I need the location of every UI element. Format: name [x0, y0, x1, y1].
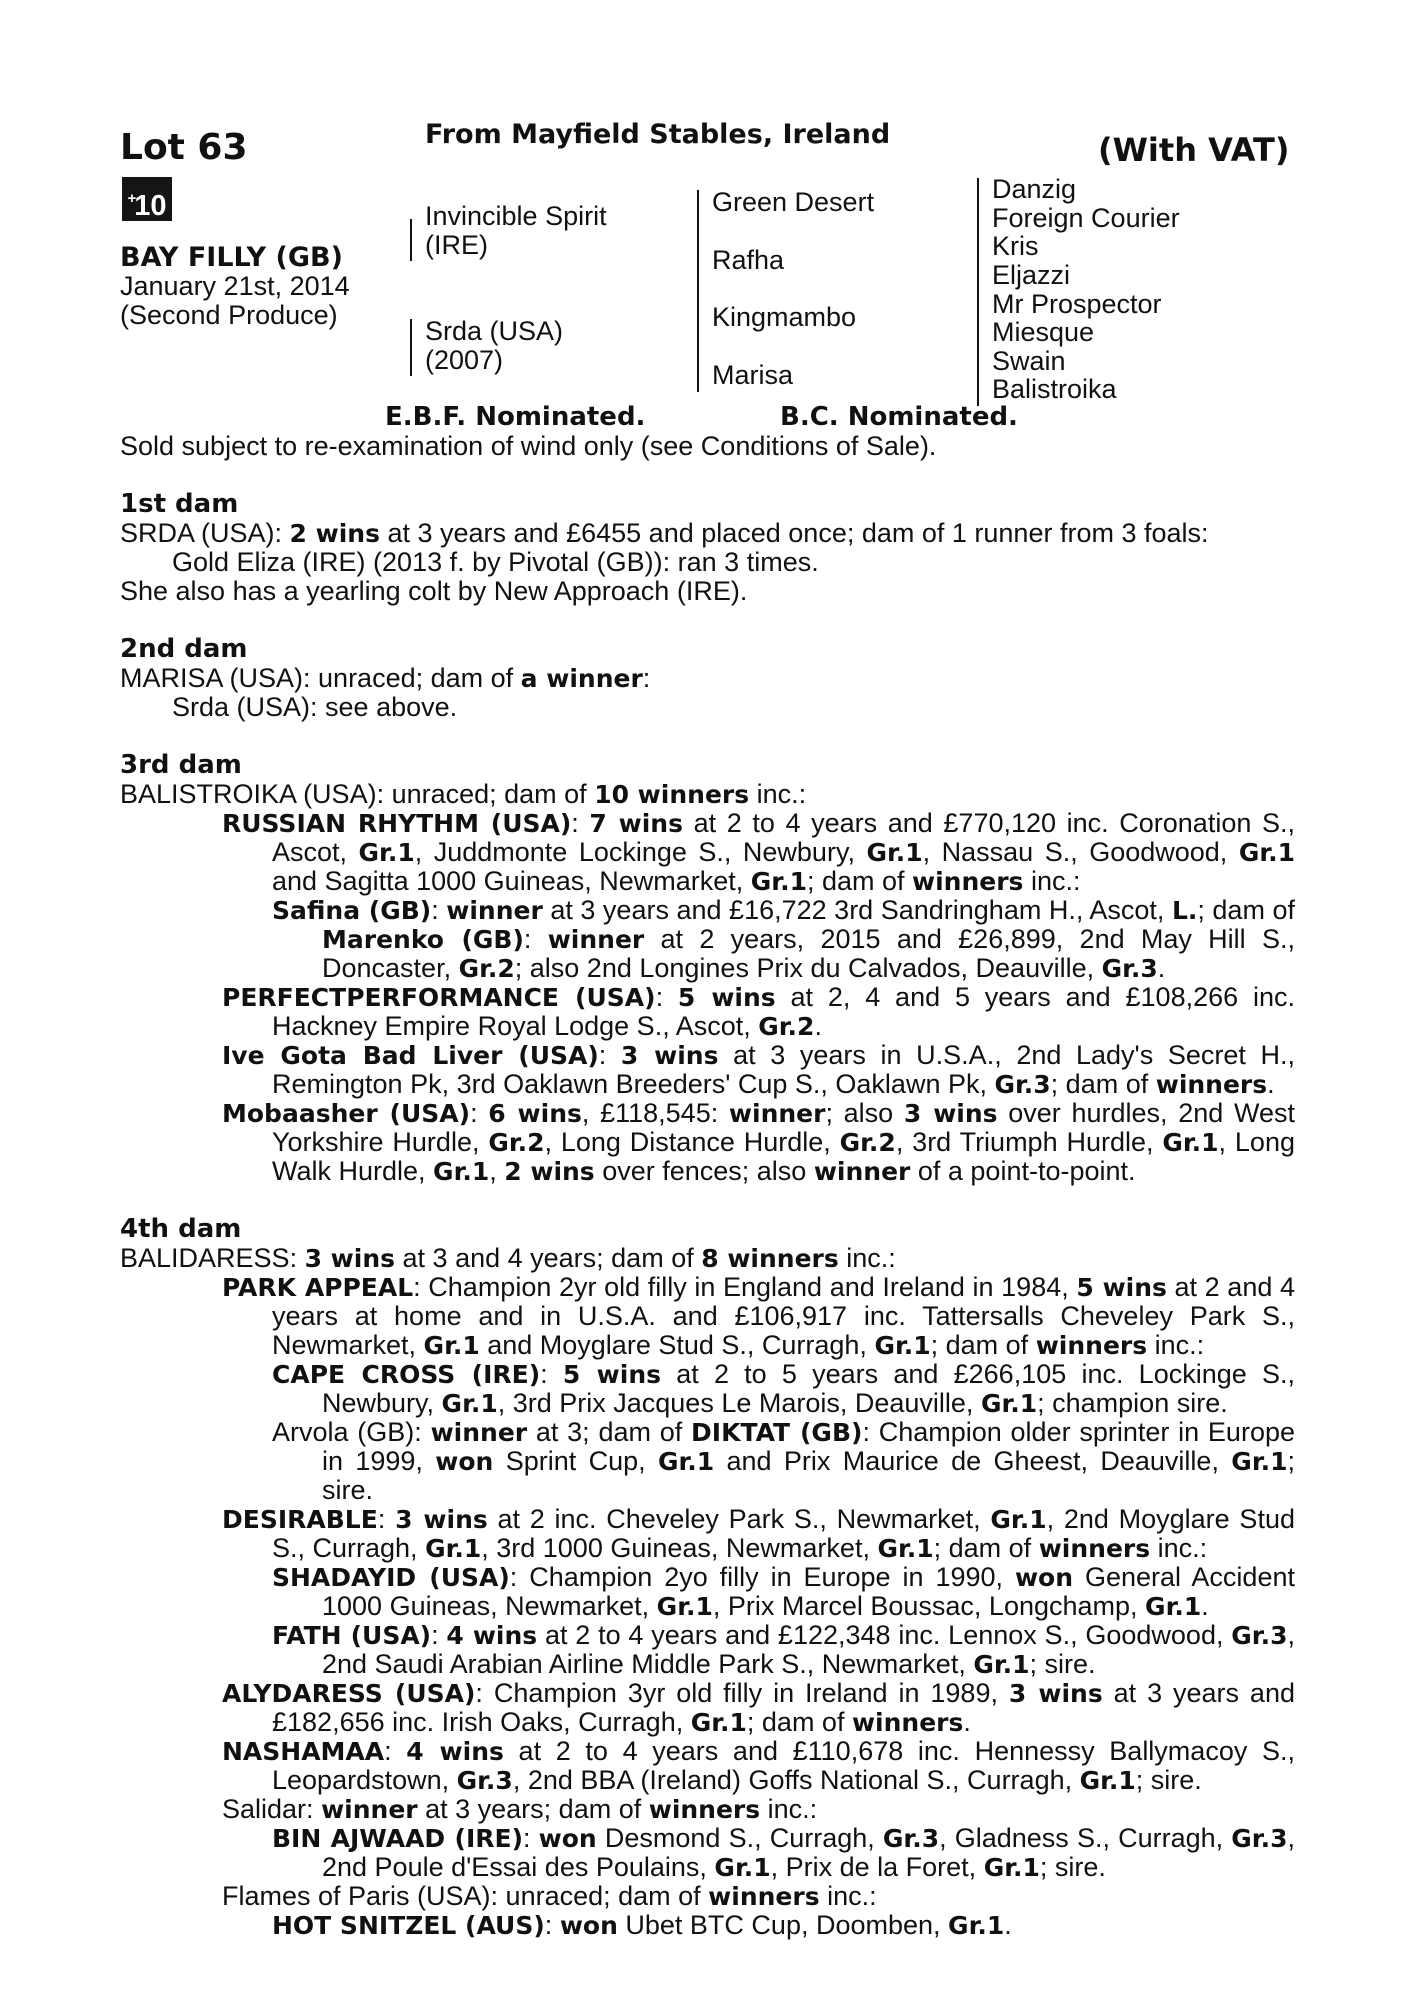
- pedigree-line-dam: [410, 319, 412, 376]
- granddam-paternal: Rafha: [712, 245, 785, 275]
- second-dam-heading: 2nd dam: [120, 634, 248, 664]
- entry-perfectperformance: PERFECTPERFORMANCE (USA): 5 wins at 2, 4 and 5 years and £108,266 inc. Hackney Empire Royal Lodge S., Ascot, Gr.2.: [222, 982, 1295, 1041]
- great-grand-3: Kris: [992, 231, 1039, 261]
- entry-hot-snitzel: HOT SNITZEL (AUS): won Ubet BTC Cup, Doomben, Gr.1.: [272, 1910, 1012, 1940]
- entry-shadayid: SHADAYID (USA): Champion 2yo filly in Europe in 1990, won General Accident 1000 Guineas, Newmarket, Gr.1, Prix Marcel Boussac, Longchamp, Gr.1.: [272, 1562, 1295, 1621]
- grandsire-maternal: Kingmambo: [712, 302, 857, 332]
- entry-bin-ajwaad: BIN AJWAAD (IRE): won Desmond S., Curragh, Gr.3, Gladness S., Curragh, Gr.3, 2nd Poule d'Essai des Poulains, Gr.1, Prix de la Foret, Gr.1; sire.: [272, 1823, 1295, 1882]
- entry-cape-cross: CAPE CROSS (IRE): 5 wins at 2 to 5 years and £266,105 inc. Lockinge S., Newbury, Gr.1, 3rd Prix Jacques Le Marois, Deauville, Gr.1; champion sire.: [272, 1359, 1295, 1418]
- granddam-maternal: Marisa: [712, 360, 794, 390]
- horse-name: BAY FILLY (GB): [120, 242, 343, 273]
- pedigree-line-sire: [410, 219, 412, 261]
- sale-condition: Sold subject to re-examination of wind only (see Conditions of Sale).: [120, 431, 937, 461]
- entry-ive-gota-bad-liver: Ive Gota Bad Liver (USA): 3 wins at 3 years in U.S.A., 2nd Lady's Secret H., Remington Pk, 3rd Oaklawn Breeders' Cup S., Oaklawn Pk, Gr.3; dam of winners.: [222, 1040, 1295, 1099]
- great-grand-5: Mr Prospector: [992, 289, 1162, 319]
- great-grand-1: Danzig: [992, 174, 1077, 204]
- vat-status: (With VAT): [1098, 131, 1290, 169]
- lot-badge-icon: [122, 177, 172, 221]
- entry-safina: Safina (GB): winner at 3 years and £16,722 3rd Sandringham H., Ascot, L.; dam of Marenko (GB): winner at 2 years, 2015 and £26,899, 2nd May Hill S., Doncaster, Gr.2; also 2nd Longines Prix du Calvados, Deauville, Gr.3.: [272, 895, 1295, 983]
- entry-salidar: Salidar: winner at 3 years; dam of winners inc.:: [222, 1794, 818, 1824]
- entry-fath: FATH (USA): 4 wins at 2 to 4 years and £122,348 inc. Lennox S., Goodwood, Gr.3, 2nd Saudi Arabian Airline Middle Park S., Newmarket, Gr.1; sire.: [272, 1620, 1295, 1679]
- horse-dob: January 21st, 2014: [120, 271, 350, 301]
- entry-mobaasher: Mobaasher (USA): 6 wins, £118,545: winner; also 3 wins over hurdles, 2nd West Yorkshire Hurdle, Gr.2, Long Distance Hurdle, Gr.2, 3rd Triumph Hurdle, Gr.1, Long Walk Hurdle, Gr.1, 2 wins over fences; also winner of a point-to-point.: [222, 1098, 1295, 1186]
- entry-russian-rhythm: RUSSIAN RHYTHM (USA): 7 wins at 2 to 4 years and £770,120 inc. Coronation S., Ascot, Gr.1, Juddmonte Lockinge S., Newbury, Gr.1, Nassau S., Goodwood, Gr.1 and Sagitta 1000 Guineas, Newmarket, Gr.1; dam of winners inc.:: [222, 808, 1295, 896]
- ebf-nomination: E.B.F. Nominated.: [385, 402, 646, 432]
- dam-name: Srda (USA): [425, 316, 564, 346]
- first-dam-yearling: She also has a yearling colt by New Approach (IRE).: [120, 576, 748, 606]
- grandsire-paternal: Green Desert: [712, 187, 875, 217]
- bc-nomination: B.C. Nominated.: [780, 402, 1018, 432]
- third-dam-heading: 3rd dam: [120, 750, 242, 780]
- entry-desirable: DESIRABLE: 3 wins at 2 inc. Cheveley Park S., Newmarket, Gr.1, 2nd Moyglare Stud S., Curragh, Gr.1, 3rd 1000 Guineas, Newmarket, Gr.1; dam of winners inc.:: [222, 1504, 1295, 1563]
- lot-number: Lot 63: [120, 127, 248, 168]
- family-notes: [120, 461, 1295, 1940]
- badge-mark: +: [127, 190, 137, 207]
- first-dam-line: SRDA (USA): 2 wins at 3 years and £6455 and placed once; dam of 1 runner from 3 foals:: [120, 518, 1209, 548]
- entry-arvola: Arvola (GB): winner at 3; dam of DIKTAT (GB): Champion older sprinter in Europe in 1999, won Sprint Cup, Gr.1 and Prix Maurice de Gheest, Deauville, Gr.1; sire.: [272, 1417, 1295, 1505]
- fourth-dam-intro: BALIDARESS: 3 wins at 3 and 4 years; dam of 8 winners inc.:: [120, 1243, 896, 1273]
- first-dam-progeny: Gold Eliza (IRE) (2013 f. by Pivotal (GB)): ran 3 times.: [172, 547, 819, 577]
- second-dam-line: MARISA (USA): unraced; dam of a winner:: [120, 663, 651, 693]
- great-grand-8: Balistroika: [992, 374, 1117, 404]
- second-dam-progeny: Srda (USA): see above.: [172, 692, 458, 722]
- third-dam-intro: BALISTROIKA (USA): unraced; dam of 10 winners inc.:: [120, 779, 807, 809]
- dam-year: (2007): [425, 345, 504, 375]
- pedigree-line-grand: [697, 190, 699, 392]
- great-grand-4: Eljazzi: [992, 260, 1071, 290]
- consignor: From Mayfield Stables, Ireland: [425, 119, 891, 150]
- entry-nashamaa: NASHAMAA: 4 wins at 2 to 4 years and £110,678 inc. Hennessy Ballymacoy S., Leopardstown, Gr.3, 2nd BBA (Ireland) Goffs National S., Curragh, Gr.1; sire.: [222, 1736, 1296, 1795]
- great-grand-7: Swain: [992, 346, 1066, 376]
- fourth-dam-heading: 4th dam: [120, 1214, 242, 1244]
- entry-alydaress: ALYDARESS (USA): Champion 3yr old filly in Ireland in 1989, 3 wins at 3 years and £182,656 inc. Irish Oaks, Curragh, Gr.1; dam of winners.: [222, 1678, 1295, 1737]
- sire-name: Invincible Spirit: [425, 201, 607, 231]
- entry-park-appeal: PARK APPEAL: Champion 2yr old filly in England and Ireland in 1984, 5 wins at 2 and 4 years at home and in U.S.A. and £106,917 inc. Tattersalls Cheveley Park S., Newmarket, Gr.1 and Moyglare Stud S., Curragh, Gr.1; dam of winners inc.:: [222, 1272, 1295, 1360]
- badge-number: 10: [134, 190, 167, 222]
- great-grand-2: Foreign Courier: [992, 203, 1180, 233]
- sire-country: (IRE): [425, 230, 488, 260]
- entry-flames-of-paris: Flames of Paris (USA): unraced; dam of winners inc.:: [222, 1881, 877, 1911]
- pedigree-line-great: [977, 178, 979, 406]
- first-dam-heading: 1st dam: [120, 489, 239, 519]
- horse-produce: (Second Produce): [120, 300, 338, 330]
- great-grand-6: Miesque: [992, 317, 1095, 347]
